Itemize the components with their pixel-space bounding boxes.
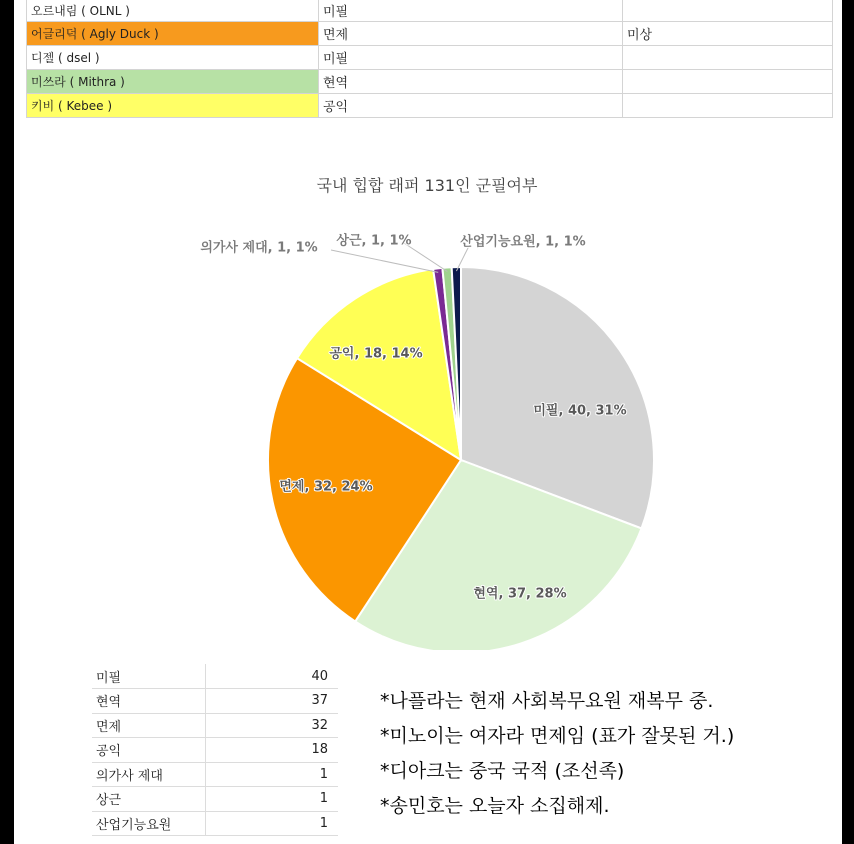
summary-category[interactable]: 상근 (92, 787, 205, 812)
summary-category[interactable]: 현역 (92, 689, 205, 714)
note-line: *디아크는 중국 국적 (조선족) (380, 760, 625, 782)
pie-chart (14, 160, 842, 650)
table-row (92, 689, 338, 714)
slice-label-면제: 면제, 32, 24% (279, 479, 373, 495)
summary-count[interactable]: 1 (205, 811, 338, 836)
table-row (27, 0, 833, 21)
note-cell[interactable] (623, 93, 833, 117)
slice-label-미필: 미필, 40, 31% (533, 403, 627, 419)
summary-category[interactable]: 의가사 제대 (92, 762, 205, 787)
summary-category[interactable]: 산업기능요원 (92, 811, 205, 836)
table-row (92, 811, 338, 836)
summary-table (92, 664, 338, 836)
pie-slices (268, 267, 654, 650)
summary-category[interactable]: 공익 (92, 738, 205, 763)
summary-count[interactable]: 18 (205, 738, 338, 763)
note-line: *미노이는 여자라 면제임 (표가 잘못된 거.) (380, 725, 735, 747)
chart-title: 국내 힙합 래퍼 131인 군필여부 (316, 176, 538, 195)
rapper-status-table (26, 0, 833, 118)
footnotes (380, 684, 734, 824)
summary-count[interactable]: 1 (205, 787, 338, 812)
slice-label-현역: 현역, 37, 28% (473, 586, 567, 602)
slice-label-의가사-제대: 의가사 제대, 1, 1% (200, 240, 318, 256)
note-line: *나플라는 현재 사회복무요원 재복무 중. (380, 690, 714, 712)
slice-label-상근: 상근, 1, 1% (336, 233, 412, 249)
summary-count[interactable]: 32 (205, 713, 338, 738)
table-row (27, 45, 833, 69)
note-cell[interactable]: 미상 (623, 21, 833, 45)
table-row (92, 713, 338, 738)
leader-line-의가사-제대 (331, 250, 438, 272)
table-row (92, 762, 338, 787)
status-cell[interactable]: 공익 (319, 93, 623, 117)
slice-label-공익: 공익, 18, 14% (329, 346, 423, 362)
status-cell[interactable]: 면제 (319, 21, 623, 45)
rapper-name-cell[interactable]: 오르내림 ( OLNL ) (27, 0, 319, 21)
rapper-name-cell[interactable]: 디젤 ( dsel ) (27, 45, 319, 69)
note-line: *송민호는 오늘자 소집해제. (380, 795, 610, 817)
table-row (92, 664, 338, 689)
spreadsheet-page (14, 0, 842, 844)
table-row (27, 93, 833, 117)
status-cell[interactable]: 미필 (319, 45, 623, 69)
table-row (27, 21, 833, 45)
table-row (92, 787, 338, 812)
status-cell[interactable]: 현역 (319, 69, 623, 93)
table-row (27, 69, 833, 93)
summary-category[interactable]: 면제 (92, 713, 205, 738)
rapper-name-cell[interactable]: 키비 ( Kebee ) (27, 93, 319, 117)
note-cell[interactable] (623, 45, 833, 69)
slice-label-산업기능요원: 산업기능요원, 1, 1% (460, 234, 586, 250)
table-row (92, 738, 338, 763)
rapper-name-cell[interactable]: 미쓰라 ( Mithra ) (27, 69, 319, 93)
note-cell[interactable] (623, 0, 833, 21)
summary-count[interactable]: 37 (205, 689, 338, 714)
summary-count[interactable]: 1 (205, 762, 338, 787)
summary-category[interactable]: 미필 (92, 664, 205, 689)
summary-count[interactable]: 40 (205, 664, 338, 689)
note-cell[interactable] (623, 69, 833, 93)
rapper-name-cell[interactable]: 어글리덕 ( Agly Duck ) (27, 21, 319, 45)
status-cell[interactable]: 미필 (319, 0, 623, 21)
